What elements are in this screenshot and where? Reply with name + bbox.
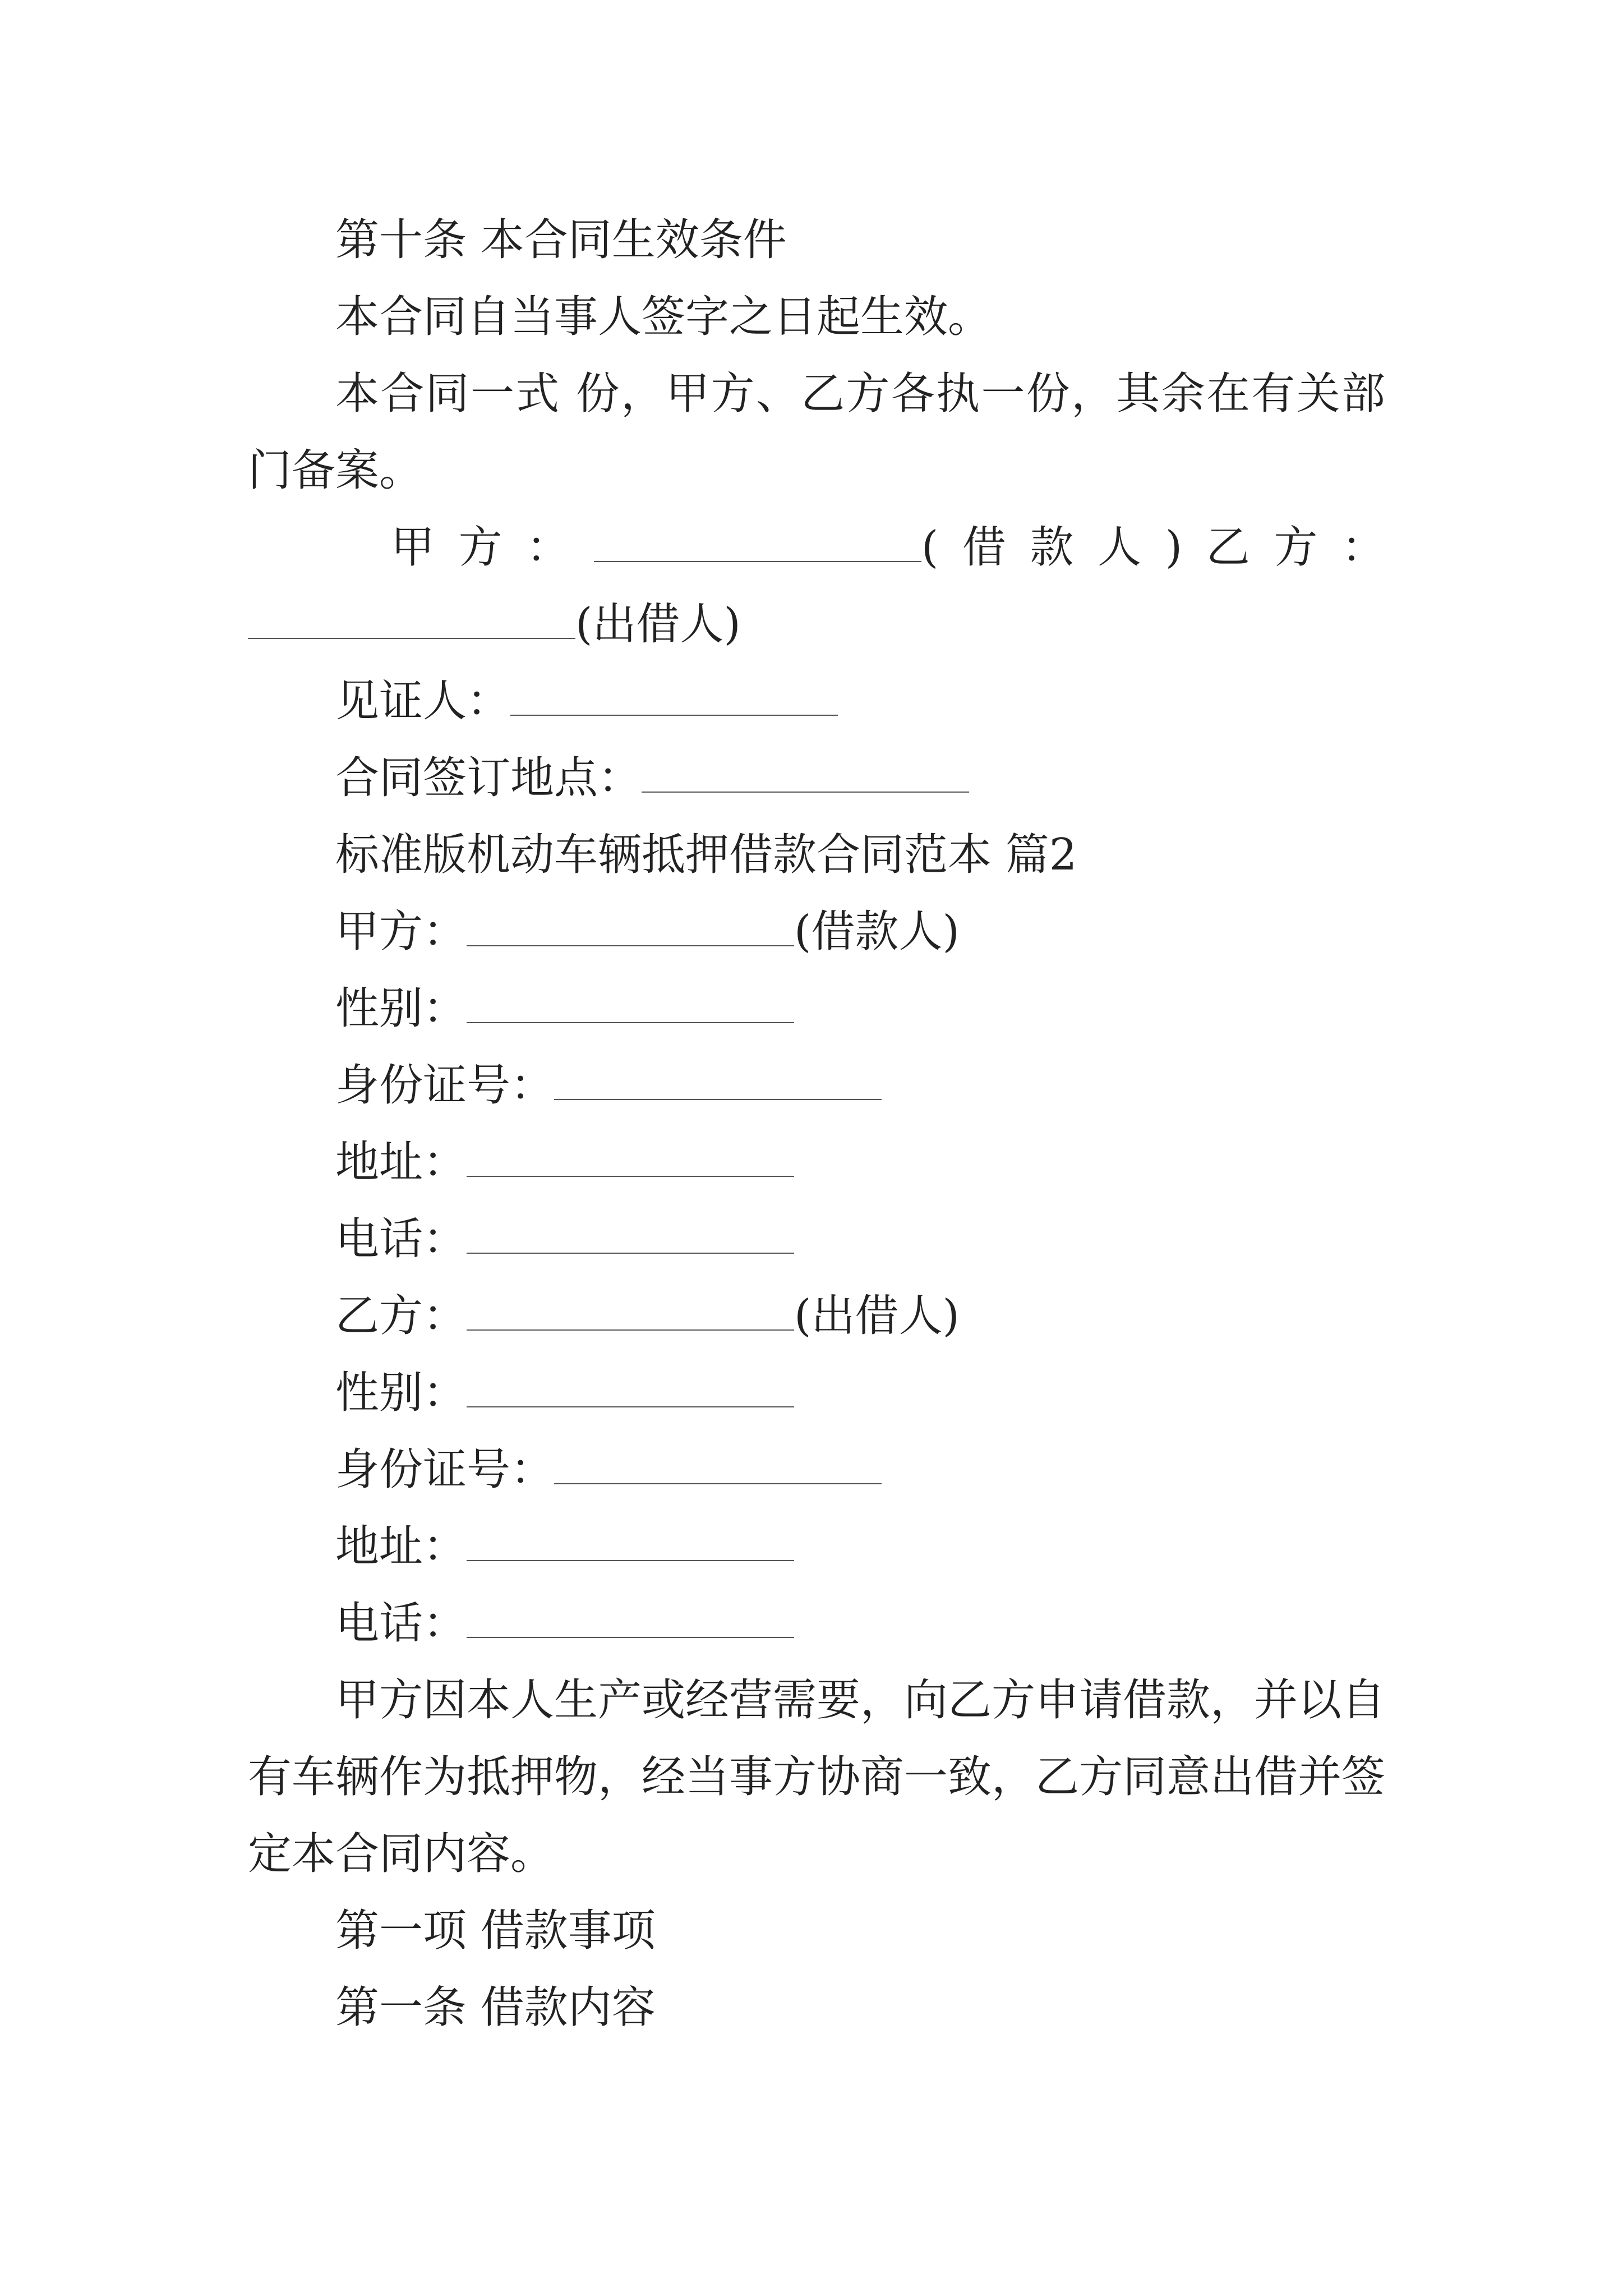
witness-label: 见证人： xyxy=(335,676,511,726)
effective-clause: 本合同自当事人签字之日起生效。 xyxy=(335,292,992,342)
party-b-id-label: 身份证号： xyxy=(335,1444,555,1495)
party-b-gender-blank-line xyxy=(467,1373,794,1407)
party-a-gender-label: 性别： xyxy=(335,983,467,1034)
party-b-phone-label: 电话： xyxy=(335,1598,467,1649)
preamble-line-1: 甲方因本人生产或经营需要，向乙方申请借款，并以自 xyxy=(335,1675,1386,1726)
party-a-name-blank-line xyxy=(467,912,794,946)
party-b-label: 乙方： xyxy=(1182,522,1385,573)
party-a-id-blank-line xyxy=(554,1065,882,1100)
article-10-heading: 第十条 本合同生效条件 xyxy=(335,215,787,265)
party-b-name-label: 乙方： xyxy=(335,1291,467,1341)
party-b-blank-line xyxy=(248,604,575,639)
party-a-name-line xyxy=(248,894,1385,970)
party-a-address-blank-line xyxy=(467,1142,794,1177)
party-b-phone-blank-line xyxy=(467,1603,794,1638)
preamble-line-2: 有车辆作为抵押物，经当事方协商一致，乙方同意出借并签 xyxy=(248,1752,1386,1802)
party-b-address-blank-line xyxy=(467,1526,794,1561)
party-a-id-label: 身份证号： xyxy=(335,1060,555,1111)
party-b-name-line xyxy=(248,1278,1385,1355)
signing-place-label: 合同签订地点： xyxy=(335,753,642,803)
article-1-heading: 第一条 借款内容 xyxy=(335,1982,656,2033)
party-a-phone-line xyxy=(248,1201,1385,1278)
signing-place-blank-line xyxy=(642,758,969,793)
signing-place-line xyxy=(248,740,1385,817)
section-1-heading: 第一项 借款事项 xyxy=(335,1906,656,1956)
party-a-role: (借款人) xyxy=(921,522,1183,573)
copies-clause-line-1: 本合同一式 份，甲方、乙方各执一份，其余在有关部 xyxy=(335,369,1385,419)
template-2-title: 标准版机动车辆抵押借款合同范本 篇2 xyxy=(335,830,1077,880)
preamble-line-3: 定本合同内容。 xyxy=(248,1829,555,1879)
party-a-address-label: 地址： xyxy=(335,1137,467,1188)
party-b-address-label: 地址： xyxy=(335,1521,467,1572)
party-b-id-line xyxy=(248,1432,1385,1508)
party-a-gender-line xyxy=(248,970,1385,1047)
copies-clause-line-2: 门备案。 xyxy=(248,445,423,496)
party-a-address-line xyxy=(248,1124,1385,1201)
party-b-gender-line xyxy=(248,1355,1385,1432)
party-b-phone-line xyxy=(248,1585,1385,1662)
party-b-role-label: (出借人) xyxy=(794,1291,960,1341)
witness-line xyxy=(248,663,1385,740)
party-a-phone-blank-line xyxy=(467,1219,794,1254)
party-a-label: 甲方： xyxy=(391,522,594,573)
party-a-role-label: (借款人) xyxy=(794,907,960,957)
party-b-name-blank-line xyxy=(467,1296,794,1331)
party-a-blank-line xyxy=(594,527,921,562)
party-a-gender-blank-line xyxy=(467,988,794,1023)
party-b-gender-label: 性别： xyxy=(335,1368,467,1418)
party-a-phone-label: 电话： xyxy=(335,1214,467,1264)
signature-line-party-b xyxy=(248,586,1385,663)
party-b-role: (出借人) xyxy=(575,599,741,650)
document-page xyxy=(248,202,1385,2046)
party-b-address-line xyxy=(248,1508,1385,1585)
signature-line-parties xyxy=(248,509,1385,586)
party-b-id-blank-line xyxy=(554,1450,882,1484)
party-a-id-line xyxy=(248,1047,1385,1124)
party-a-name-label: 甲方： xyxy=(335,907,467,957)
witness-blank-line xyxy=(510,681,838,716)
